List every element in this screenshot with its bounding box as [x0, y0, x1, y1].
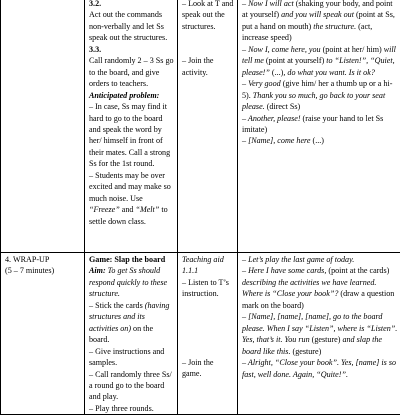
- aim-text: Aim: To get Ss should respond quickly to these structure.: [89, 265, 174, 299]
- language-text: – Let’s play the last game of today.: [242, 254, 398, 265]
- step-number: 3.3.: [89, 44, 174, 55]
- stage-cell-empty: [1, 0, 85, 253]
- language-text: – Very good (give him/ her a thumb up or a hi-5). Thank you so much, go back to your seat please. (direct Ss): [242, 78, 398, 112]
- language-cell: [238, 0, 400, 253]
- table-row-practice: [1, 0, 400, 253]
- language-cell: [238, 253, 400, 415]
- anticipated-problem-heading: Anticipated problem:: [89, 90, 174, 101]
- stage-cell: [1, 253, 85, 415]
- student-text: – Join the game.: [182, 357, 234, 380]
- step-text: Call randomly 2 – 3 Ss go to the board, and give orders to teachers.: [89, 55, 174, 89]
- language-text: – Another, please! (raise your hand to let Ss imitate): [242, 113, 398, 136]
- teaching-aid-label: Teaching aid: [182, 254, 234, 265]
- stage-duration: (5 – 7 minutes): [5, 265, 81, 276]
- step-text: – Play three rounds.: [89, 403, 174, 414]
- student-text: – Join the activity.: [182, 55, 234, 78]
- step-text: – Give instructions and samples.: [89, 346, 174, 369]
- student-text: – Listen to T’s instruction.: [182, 277, 234, 300]
- step-text: – Stick the cards (having structures and its activities on) on the board.: [89, 300, 174, 346]
- language-text: – Now I will act (shaking your body, and point at yourself) and you will speak out (point at Ss, put a hand on mouth) the structure. (act, increase speed): [242, 0, 398, 44]
- teaching-aid-number: 1.1.1: [182, 265, 234, 276]
- step-number: 3.2.: [89, 0, 174, 9]
- language-text: – Alright, “Close your book”. Yes, [name] is so fast, well done. Again, “Quite!”.: [242, 357, 398, 380]
- game-title: Game: Slap the board: [89, 254, 174, 265]
- activity-cell: [85, 253, 178, 415]
- step-text: – Call randomly three Ss/ a round go to the board and play.: [89, 369, 174, 403]
- language-text: – [Name], [name], [name], go to the board please. When I say “Listen”, where is “Listen”. Yes, that’s it. You run (gesture) and slap the board like this. (gesture): [242, 311, 398, 357]
- language-text: – Now I, come here, you (point at her/ him) will tell me (point at yourself) to “Listen!”, “Quiet, please!” (...), do what you want. Is it ok?: [242, 44, 398, 78]
- activity-cell: [85, 0, 178, 253]
- language-text: – [Name], come here (...): [242, 135, 398, 146]
- problem-text: – In case, Ss may find it hard to go to the board and speak the word by her/ himself in front of their mates. Call a strong Ss for the 1st round.: [89, 101, 174, 170]
- student-cell: [178, 253, 238, 415]
- problem-text: – Students may be over excited and may make so much noise. Use “Freeze” and “Melt” to settle down class.: [89, 170, 174, 227]
- table-row-wrapup: [1, 253, 400, 415]
- student-cell: [178, 0, 238, 253]
- language-text: – Here I have some cards, (point at the cards) describing the activities we have learned. Where is “Close your book”? (draw a question mark on the board): [242, 265, 398, 311]
- stage-title: 4. WRAP-UP: [5, 254, 81, 265]
- step-text: Act out the commands non-verbally and let Ss speak out the structures.: [89, 9, 174, 43]
- student-text: – Look at T and speak out the structures.: [182, 0, 234, 32]
